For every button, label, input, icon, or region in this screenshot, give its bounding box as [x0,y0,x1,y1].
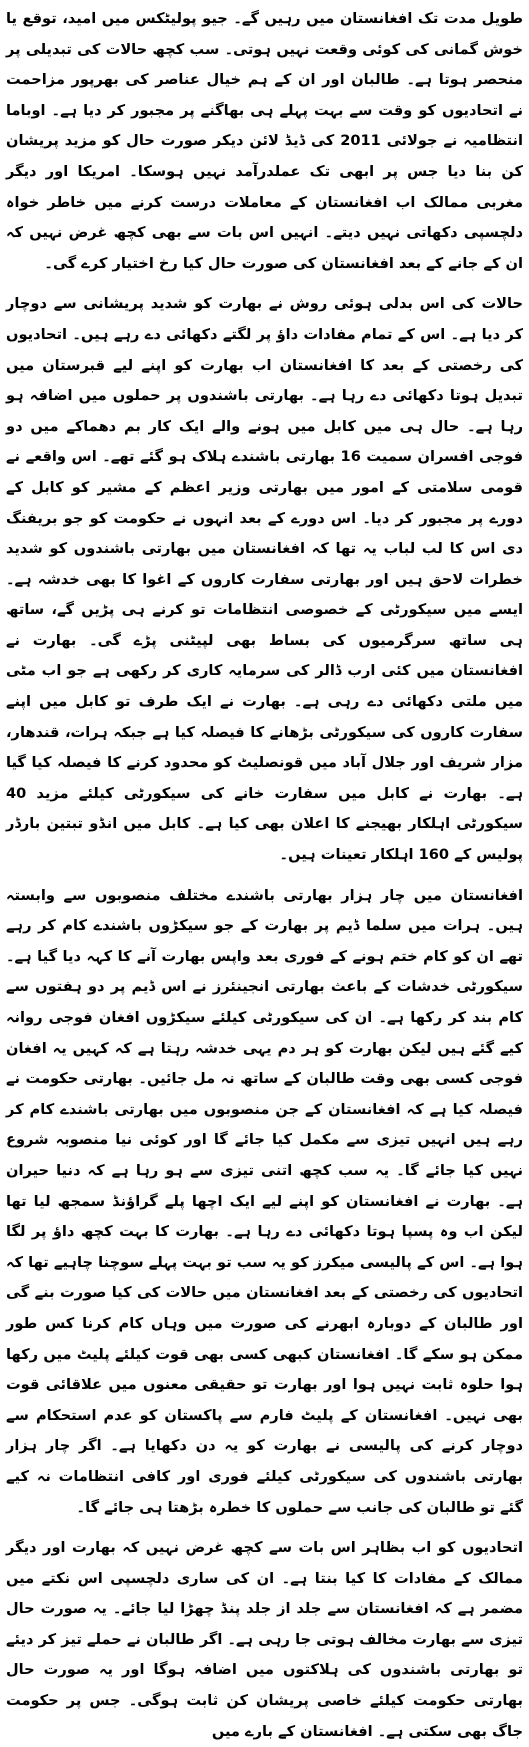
paragraph-4-text: اتحادیوں کو اب بظاہر اس بات سے کچھ غرض نہیں کہ بھارت اور دیگر ممالک کے مفادات کا کیا بنتا ہے۔ ان کی ساری دلچسپی اس نکتے میں مضمر ہے کہ افغانستان سے جلد از جلد پنڈ چھڑا لیا جائے۔ یہ صورت حال تیزی سے بھارت مخالف ہوتی جا رہی ہے۔ اگر طالبان نے حملے تیز کر دیئے تو بھارتی باشندوں کی ہلاکتوں میں اضافہ ہوگا اور یہ صورت حال بھارتی حکومت کیلئے خاصی پریشان کن ثابت ہوگی۔ جس پر حکومت جاگ بھی سکتی ہے۔ افغانستان کے بارے میں [6,1539,523,1740]
article-paragraph-4 [6,1533,523,1747]
article-paragraph-1 [6,4,523,279]
paragraph-2-text: حالات کی اس بدلی ہوئی روش نے بھارت کو شدید پریشانی سے دوچار کر دیا ہے۔ اس کے تمام مفادات داؤ پر لگتے دکھائی دے رہے ہیں۔ اتحادیوں کی رخصتی کے بعد کا افغانستان اب بھارت کو اپنے لیے قبرستان میں تبدیل ہوتا دکھائی دے رہا ہے۔ بھارتی باشندوں پر حملوں میں اضافہ ہو رہا ہے۔ حال ہی میں کابل میں ہونے والے ایک کار بم دھماکے میں دو فوجی افسران سمیت 16 بھارتی باشندے ہلاک ہو گئے تھے۔ اس واقعے نے قومی سلامتی کے امور میں بھارتی وزیر اعظم کے مشیر کو کابل کے دورے پر مجبور کر دیا۔ اس دورے کے بعد انہوں نے حکومت کو جو بریفنگ دی اس کا لب لباب یہ تھا کہ افغانستان میں بھارتی باشندوں کو شدید خطرات لاحق ہیں اور بھارتی سفارت کاروں کے اغوا کا بھی خدشہ ہے۔ ایسے میں سیکورٹی کے خصوصی انتظامات تو کرنے ہی پڑیں گے، ساتھ ہی ساتھ سرگرمیوں کی بساط بھی لپیٹنی پڑے گی۔ بھارت نے افغانستان میں کئی ارب ڈالر کی سرمایہ کاری کر رکھی ہے جو اب مٹی میں ملتی دکھائی دے رہی ہے۔ بھارت نے ایک طرف تو کابل میں اپنے سفارت کاروں کی سیکورٹی بڑھانے کا فیصلہ کیا ہے جبکہ ہرات، قندھار، مزار شریف اور جلال آباد میں قونصلیٹ کو محدود کرنے کا فیصلہ کیا گیا ہے۔ بھارت نے کابل میں سفارت خانے کی سیکورٹی کیلئے مزید 40 سیکورٹی اہلکار بھیجنے کا اعلان بھی کیا ہے۔ کابل میں انڈو تبتین بارڈر پولیس کے 160 اہلکار تعینات ہیں۔ [6,295,523,864]
article-paragraph-3 [6,881,523,1523]
paragraph-3-text: افغانستان میں چار ہزار بھارتی باشندے مختلف منصوبوں سے وابستہ ہیں۔ ہرات میں سلما ڈیم پر بھارت کے جو سیکڑوں باشندے کام کر رہے تھے ان کو کام ختم ہونے کے فوری بعد واپس بھارت آنے کا کہہ دیا گیا ہے۔ سیکورٹی خدشات کے باعث بھارتی انجینئرز نے اس ڈیم پر دو ہفتوں سے کام بند کر رکھا ہے۔ ان کی سیکورٹی کیلئے سیکڑوں افغان فوجی روانہ کیے گئے ہیں لیکن بھارت کو ہر دم یہی خدشہ رہتا ہے کہ کہیں یہ افغان فوجی کسی بھی وقت طالبان کے ساتھ نہ مل جائیں۔ بھارتی حکومت نے فیصلہ کیا ہے کہ افغانستان کے جن منصوبوں میں بھارتی باشندے کام کر رہے ہیں انہیں تیزی سے مکمل کیا جائے گا اور کوئی نیا منصوبہ شروع نہیں کیا جائے گا۔ یہ سب کچھ اتنی تیزی سے ہو رہا ہے کہ دنیا حیران ہے۔ بھارت نے افغانستان کو اپنے لیے ایک اچھا پلے گراؤنڈ سمجھ لیا تھا لیکن اب وہ پسپا ہوتا دکھائی دے رہا ہے۔ بھارت کا بہت کچھ داؤ پر لگا ہوا ہے۔ اس کے پالیسی میکرز کو یہ سب تو بہت پہلے سوچنا چاہیے تھا کہ اتحادیوں کی رخصتی کے بعد افغانستان میں حالات کی کیا صورت بنے گی اور طالبان کے دوبارہ ابھرنے کی صورت میں وہاں کام کرنا کس طور ممکن ہو سکے گا۔ افغانستان کبھی کسی بھی قوت کیلئے پلیٹ میں رکھا ہوا حلوہ ثابت نہیں ہوا اور بھارت تو حقیقی معنوں میں علاقائی قوت بھی نہیں۔ افغانستان کے پلیٹ فارم سے پاکستان کو عدم استحکام سے دوچار کرنے کی پالیسی نے بھارت کو یہ دن دکھایا ہے۔ اگر چار ہزار بھارتی باشندوں کی سیکورٹی کیلئے فوری اور کافی انتظامات نہ کیے گئے تو طالبان کی جانب سے حملوں کا خطرہ بڑھتا ہی جائے گا۔ [6,886,523,1516]
paragraph-1-text: طویل مدت تک افغانستان میں رہیں گے۔ جیو پولیٹکس میں امید، توقع یا خوش گمانی کی کوئی وقعت نہیں ہوتی۔ سب کچھ حالات کی تبدیلی پر منحصر ہوتا ہے۔ طالبان اور ان کے ہم خیال عناصر کی بھرپور مزاحمت نے اتحادیوں کو وقت سے بہت پہلے ہی بھاگنے پر مجبور کر دیا ہے۔ اوباما انتظامیہ نے جولائی 2011 کی ڈیڈ لائن دیکر صورت حال کو مزید پریشان کن بنا دیا جس پر ابھی تک عملدرآمد نہیں ہوسکا۔ امریکا اور دیگر مغربی ممالک اب افغانستان کے معاملات درست کرنے میں خاطر خواہ دلچسپی دکھاتی نہیں دیتے۔ انہیں اس بات سے بھی کچھ غرض نہیں کہ ان کے جانے کے بعد افغانستان کی صورت حال کیا رخ اختیار کرے گی۔ [6,10,523,272]
article-paragraph-2 [6,289,523,870]
